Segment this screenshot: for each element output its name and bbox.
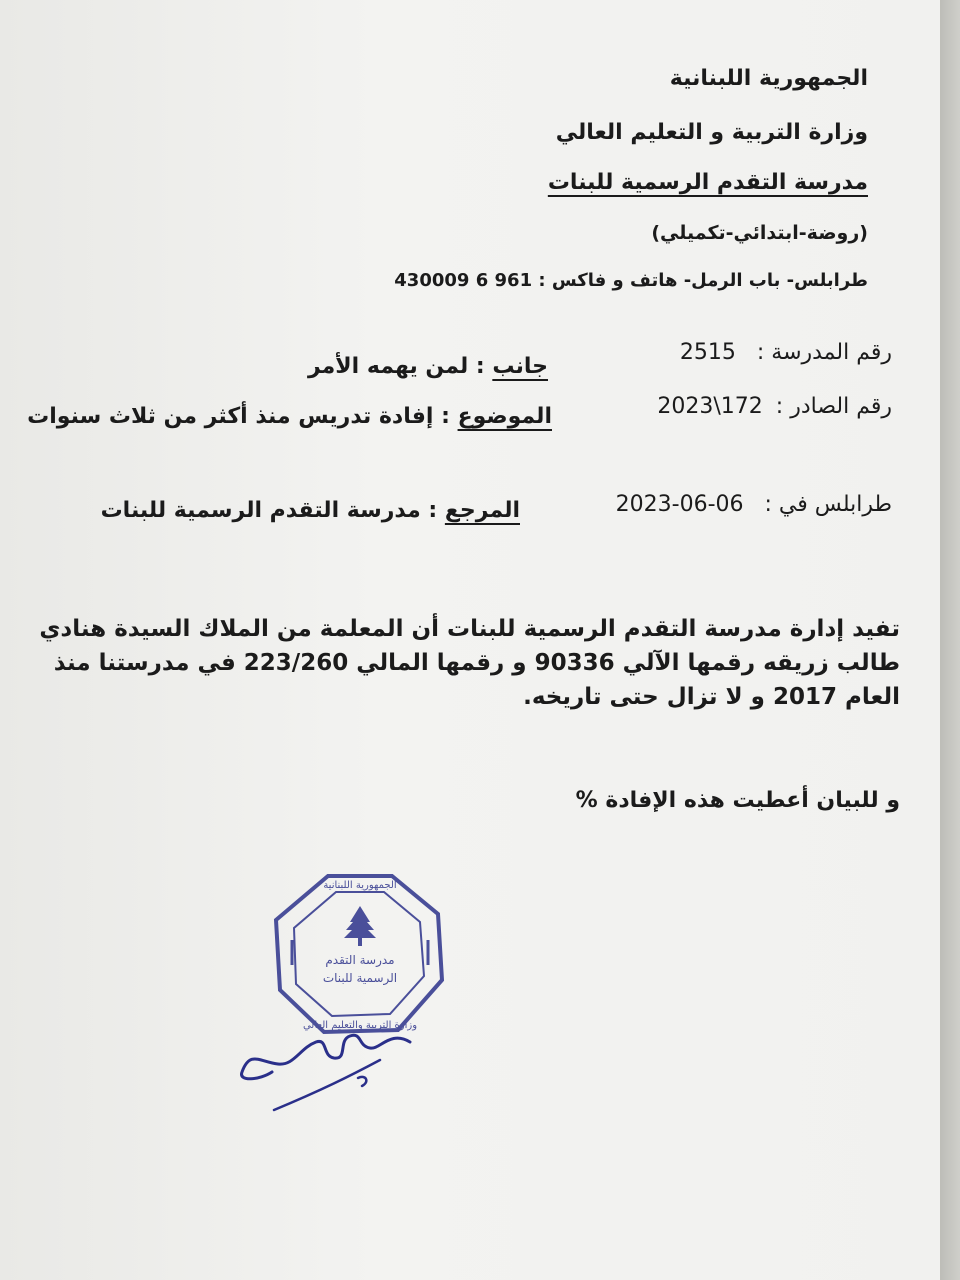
stamp-inner-line-2: الرسمية للبنات bbox=[322, 971, 398, 985]
republic-heading: الجمهورية اللبنانية bbox=[669, 66, 868, 91]
stamp-inner-line-1: مدرسة التقدم bbox=[325, 953, 395, 967]
date-label: طرابلس في : bbox=[764, 492, 892, 517]
school-name: مدرسة التقدم الرسمية للبنات bbox=[547, 170, 868, 195]
handwritten-signature bbox=[230, 1020, 430, 1120]
school-number-value: 2515 bbox=[679, 340, 736, 365]
school-heading bbox=[548, 170, 868, 195]
recipient-value: : لمن يهمه الأمر bbox=[307, 354, 485, 379]
reference-value: : مدرسة التقدم الرسمية للبنات bbox=[100, 498, 438, 523]
page-edge-shadow bbox=[940, 0, 960, 1280]
official-stamp bbox=[270, 870, 450, 1040]
issue-number-label: رقم الصادر : bbox=[775, 394, 892, 419]
date-line bbox=[616, 492, 892, 517]
stamp-outer-top-text: الجمهورية اللبنانية bbox=[323, 880, 397, 891]
subject-line bbox=[27, 404, 552, 429]
recipient-label: جانب bbox=[492, 354, 548, 379]
date-value: 2023-06-06 bbox=[615, 492, 744, 517]
school-number bbox=[680, 340, 892, 365]
stamp-outer-bottom-text: وزارة التربية والتعليم العالي bbox=[302, 1020, 418, 1031]
body-paragraph: تفيد إدارة مدرسة التقدم الرسمية للبنات أن المعلمة من الملاك السيدة هنادي طالب زريقه رقمها الآلي 90336 و رقمها المالي 223/260 في مدرستنا منذ العام 2017 و لا تزال حتى تاريخه. bbox=[39, 616, 900, 710]
reference-label: المرجع bbox=[444, 498, 520, 523]
school-address: طرابلس- باب الرمل- هاتف و فاكس : 961 6 430009 bbox=[394, 270, 868, 291]
school-number-label: رقم المدرسة : bbox=[756, 340, 892, 365]
reference-line bbox=[101, 498, 520, 523]
issue-number-value: 2023\172 bbox=[657, 394, 763, 419]
issue-number bbox=[657, 394, 892, 419]
ministry-heading: وزارة التربية و التعليم العالي bbox=[555, 120, 868, 145]
closing-line: و للبيان أعطيت هذه الإفادة % bbox=[575, 788, 900, 813]
recipient-line bbox=[308, 354, 548, 379]
subject-label: الموضوع bbox=[457, 404, 552, 429]
cedar-icon bbox=[344, 906, 376, 946]
school-levels: (روضة-ابتدائي-تكميلي) bbox=[651, 222, 868, 244]
subject-value: : إفادة تدريس منذ أكثر من ثلاث سنوات bbox=[27, 404, 450, 429]
